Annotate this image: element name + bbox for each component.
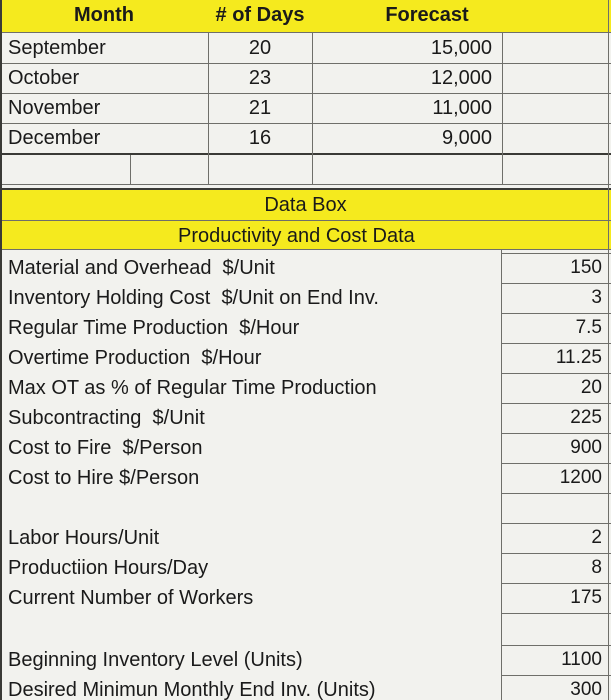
forecast-cell: 15,000 bbox=[430, 37, 492, 59]
grid-line bbox=[608, 0, 609, 700]
inventory-item-value: 300 bbox=[570, 679, 602, 700]
data-item-row bbox=[0, 433, 611, 463]
labor-item-row bbox=[0, 553, 611, 583]
header-forecast: Forecast bbox=[385, 4, 469, 26]
forecast-row bbox=[0, 33, 611, 63]
forecast-cell: 11,000 bbox=[432, 97, 492, 119]
grid-line bbox=[130, 155, 131, 185]
data-item-value: 1200 bbox=[559, 467, 602, 488]
forecast-cell: 12,000 bbox=[430, 67, 492, 89]
days-cell: 23 bbox=[248, 67, 272, 89]
data-item-label: Subcontracting $/Unit bbox=[8, 407, 205, 429]
data-item-row bbox=[0, 313, 611, 343]
data-item-row bbox=[0, 343, 611, 373]
data-item-label: Inventory Holding Cost $/Unit on End Inv. bbox=[8, 287, 379, 309]
grid-line bbox=[502, 675, 611, 676]
data-item-row bbox=[0, 403, 611, 433]
data-item-label: Regular Time Production $/Hour bbox=[8, 317, 300, 339]
grid-line bbox=[502, 403, 611, 404]
data-item-value: 20 bbox=[580, 377, 602, 398]
data-box-subtitle: Productivity and Cost Data bbox=[178, 225, 415, 247]
labor-item-value: 2 bbox=[591, 527, 602, 548]
grid-line bbox=[502, 583, 611, 584]
month-cell: November bbox=[8, 97, 101, 119]
data-item-value: 7.5 bbox=[575, 317, 602, 338]
data-item-row bbox=[0, 283, 611, 313]
grid-line bbox=[312, 32, 313, 185]
forecast-row bbox=[0, 63, 611, 93]
inventory-item-row bbox=[0, 675, 611, 700]
days-cell: 16 bbox=[248, 127, 272, 149]
labor-item-row bbox=[0, 583, 611, 613]
grid-line bbox=[502, 343, 611, 344]
month-cell: September bbox=[8, 37, 106, 59]
labor-item-value: 175 bbox=[570, 587, 602, 608]
grid-line bbox=[0, 153, 611, 155]
grid-line bbox=[502, 433, 611, 434]
grid-line bbox=[502, 523, 611, 524]
data-item-label: Material and Overhead $/Unit bbox=[8, 257, 275, 279]
grid-line bbox=[502, 553, 611, 554]
data-item-value: 3 bbox=[591, 287, 602, 308]
grid-line bbox=[208, 32, 209, 185]
data-item-value: 225 bbox=[570, 407, 602, 428]
data-item-row bbox=[0, 373, 611, 403]
data-item-row bbox=[0, 463, 611, 493]
grid-line bbox=[502, 613, 611, 614]
forecast-cell: 9,000 bbox=[441, 127, 492, 149]
month-cell: October bbox=[8, 67, 80, 89]
grid-line bbox=[502, 32, 503, 185]
data-item-label: Cost to Hire $/Person bbox=[8, 467, 200, 489]
grid-line bbox=[0, 93, 611, 94]
grid-line bbox=[0, 184, 611, 185]
grid-line bbox=[0, 123, 611, 124]
grid-line bbox=[502, 373, 611, 374]
grid-line bbox=[502, 313, 611, 314]
grid-line bbox=[502, 645, 611, 646]
grid-line bbox=[502, 493, 611, 494]
data-item-value: 11.25 bbox=[555, 347, 602, 368]
labor-item-label: Labor Hours/Unit bbox=[8, 527, 160, 549]
days-cell: 21 bbox=[248, 97, 272, 119]
data-item-label: Overtime Production $/Hour bbox=[8, 347, 262, 369]
header-month: Month bbox=[74, 4, 134, 26]
forecast-row bbox=[0, 123, 611, 153]
forecast-row bbox=[0, 93, 611, 123]
data-box-header bbox=[0, 188, 611, 250]
inventory-item-row bbox=[0, 645, 611, 675]
grid-line bbox=[502, 283, 611, 284]
grid-line bbox=[0, 63, 611, 64]
labor-item-label: Productiion Hours/Day bbox=[8, 557, 209, 579]
days-cell: 20 bbox=[248, 37, 272, 59]
forecast-header-row bbox=[0, 0, 611, 32]
data-box-title: Data Box bbox=[264, 194, 347, 216]
grid-line bbox=[502, 253, 611, 254]
data-item-value: 900 bbox=[570, 437, 602, 458]
inventory-item-value: 1100 bbox=[561, 649, 602, 670]
grid-line bbox=[0, 0, 2, 700]
data-item-value: 150 bbox=[570, 257, 602, 278]
labor-item-value: 8 bbox=[591, 557, 602, 578]
grid-line bbox=[502, 463, 611, 464]
inventory-item-label: Beginning Inventory Level (Units) bbox=[8, 649, 303, 671]
grid-line bbox=[0, 32, 611, 33]
data-item-row bbox=[0, 253, 611, 283]
header-days: # of Days bbox=[215, 4, 305, 26]
inventory-item-label: Desired Minimun Monthly End Inv. (Units) bbox=[8, 679, 376, 700]
data-item-label: Max OT as % of Regular Time Production bbox=[8, 377, 377, 399]
labor-item-row bbox=[0, 523, 611, 553]
month-cell: December bbox=[8, 127, 101, 149]
data-item-label: Cost to Fire $/Person bbox=[8, 437, 203, 459]
labor-item-label: Current Number of Workers bbox=[8, 587, 254, 609]
